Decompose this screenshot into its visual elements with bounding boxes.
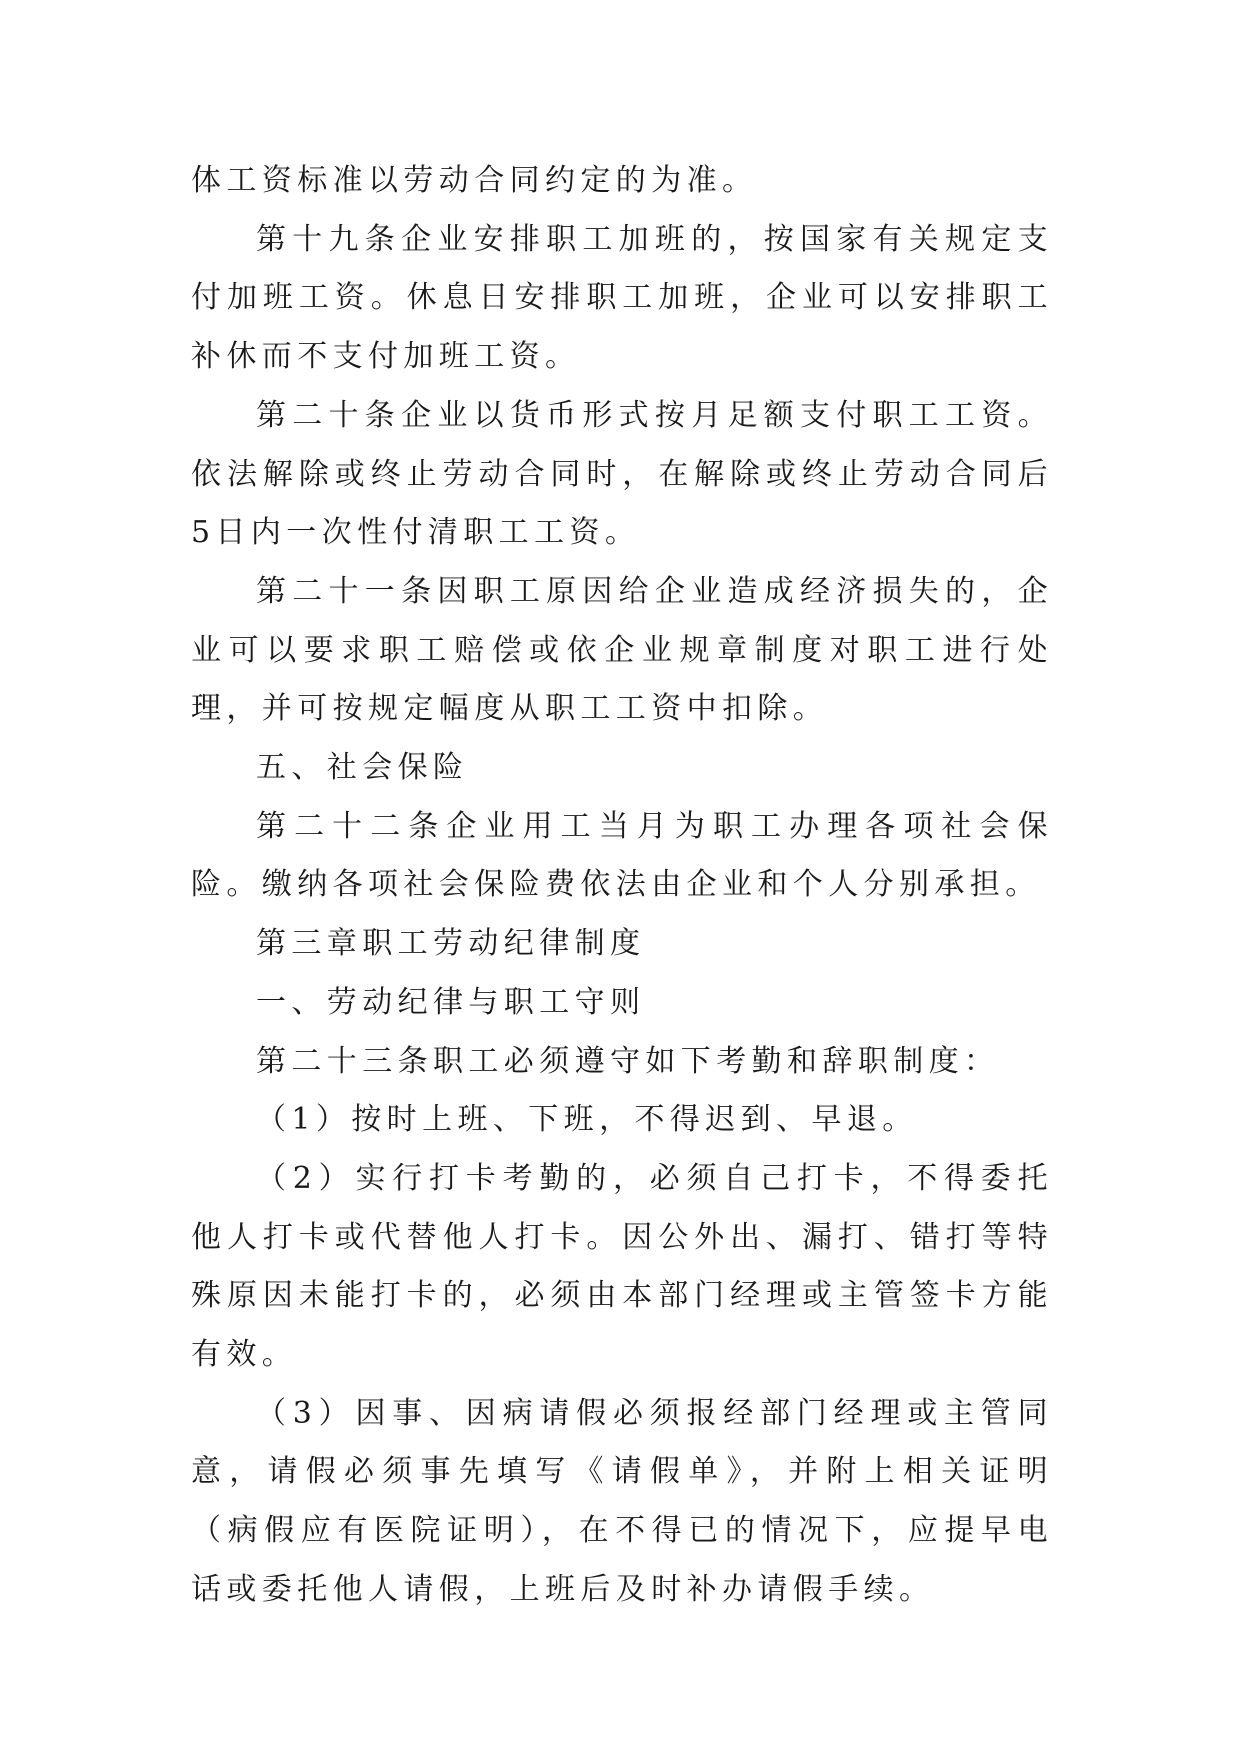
paragraph-article-23: 第二十三条职工必须遵守如下考勤和辞职制度： [256, 1043, 1000, 1079]
paragraph-article-21: 第二十一条因职工原因给企业造成经济损失的，企业可以要求职工赔偿或依企业规章制度对职工进行处理，并可按规定幅度从职工工资中扣除。 [191, 573, 1053, 727]
list-item-1: （1）按时上班、下班，不得迟到、早退。 [256, 1102, 918, 1138]
paragraph-article-22: 第二十二条企业用工当月为职工办理各项社会保险。缴纳各项社会保险费依法由企业和个人分别承担。 [191, 808, 1053, 903]
paragraph-continuation: 体工资标准以劳动合同约定的为准。 [191, 163, 758, 198]
paragraph-article-19: 第十九条企业安排职工加班的，按国家有关规定支付加班工资。休息日安排职工加班，企业可以安排职工补休而不支付加班工资。 [191, 221, 1053, 375]
paragraph-article-20: 第二十条企业以货币形式按月足额支付职工工资。依法解除或终止劳动合同时，在解除或终止劳动合同后5日内一次性付清职工工资。 [191, 397, 1053, 551]
list-item-3: （3）因事、因病请假必须报经部门经理或主管同意，请假必须事先填写《请假单》，并附上相关证明（病假应有医院证明），在不得已的情况下，应提早电话或委托他人请假，上班后及时补办请假手续。 [191, 1395, 1053, 1607]
list-item-2: （2）实行打卡考勤的，必须自己打卡，不得委托他人打卡或代替他人打卡。因公外出、漏打、错打等特殊原因未能打卡的，必须由本部门经理或主管签卡方能有效。 [191, 1160, 1053, 1373]
document-body [191, 152, 1053, 1620]
section-heading-social-insurance: 五、社会保险 [256, 750, 469, 786]
section-heading-labor-discipline: 一、劳动纪律与职工守则 [256, 984, 646, 1020]
chapter-heading-3: 第三章职工劳动纪律制度 [256, 926, 646, 962]
